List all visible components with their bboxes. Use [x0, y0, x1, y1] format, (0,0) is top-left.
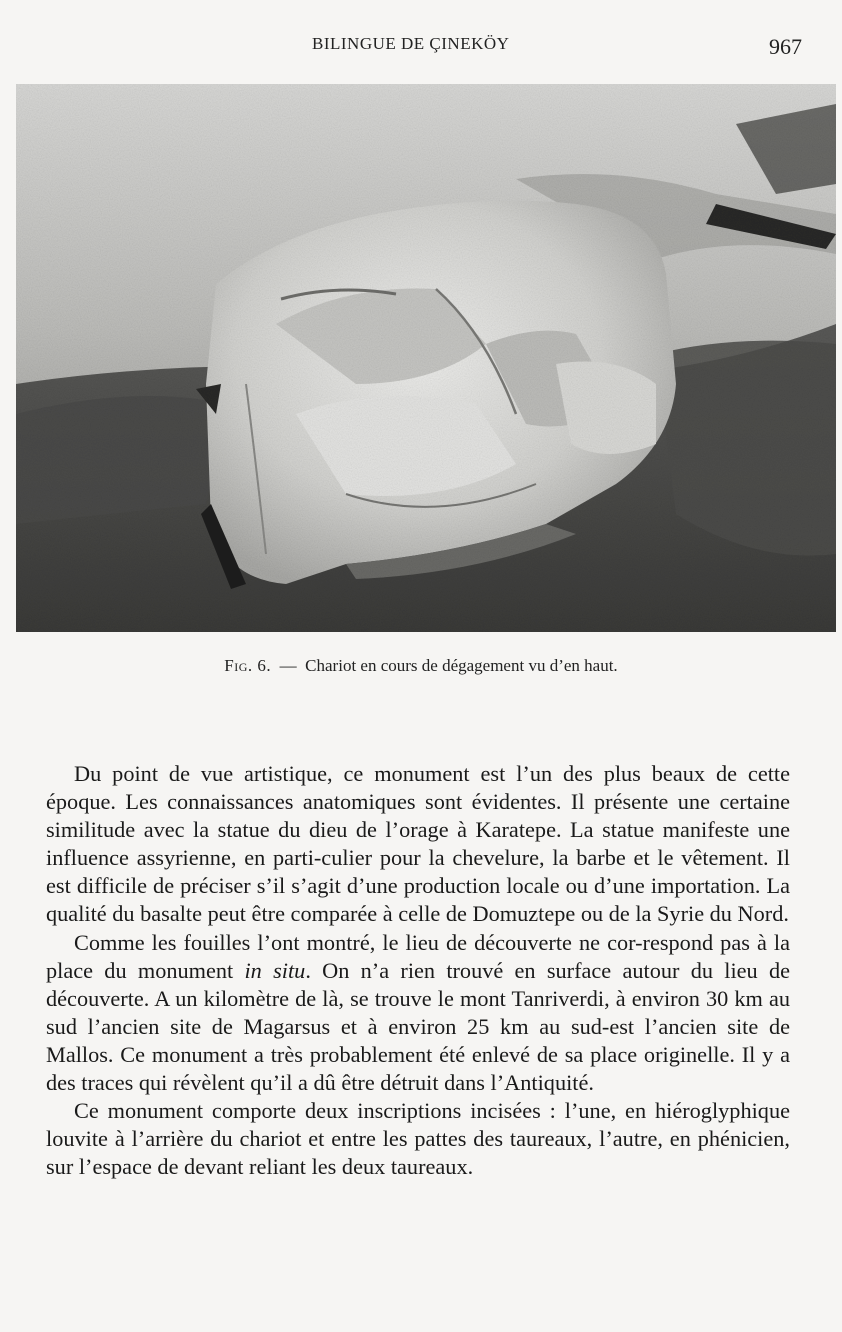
- page-number: 967: [769, 34, 802, 59]
- paragraph-2-part-1: Comme les fouilles l’ont montré, le lieu de découverte ne cor-respond pas à la place du monument: [46, 929, 790, 983]
- paragraph-2: [46, 929, 790, 1098]
- paragraph-1: Du point de vue artistique, ce monument est l’un des plus beaux de cette époque. Les connaissances anatomiques sont évidentes. Il présente une certaine similitude avec la statue du dieu de l’orage à Karatepe. La statue manifeste une influence assyrienne, en parti-culier pour la chevelure, la barbe et le vêtement. Il est difficile de préciser s’il s’agit d’une production locale ou d’une importation. La qualité du basalte peut être comparée à celle de Domuztepe ou de la Syrie du Nord.: [46, 761, 790, 927]
- caption-dash: —: [279, 656, 297, 675]
- photo-illustration: [16, 84, 836, 632]
- caption-text: Chariot en cours de dégagement vu d’en haut.: [305, 656, 618, 675]
- body-text: [46, 760, 790, 1181]
- excavation-photo: [16, 84, 836, 632]
- paragraph-2-part-2: . On n’a rien trouvé en surface autour du lieu de découverte. A un kilomètre de là, se trouve le mont Tanriverdi, à environ 30 km au sud l’ancien site de Magarsus et à environ 25 km au sud-est l’ancien site de Mallos. Ce monument a très probablement été enlevé de sa place originelle. Il y a des traces qui révèlent qu’il a dû être détruit dans l’Antiquité.: [46, 957, 790, 1096]
- figure-caption: [0, 656, 842, 676]
- running-title: BILINGUE DE ÇINEKÖY: [312, 34, 510, 53]
- paragraph-3: Ce monument comporte deux inscriptions incisées : l’une, en hiéroglyphique louvite à l’arrière du chariot et entre les pattes des taureaux, l’autre, en phénicien, sur l’espace de devant reliant les deux taureaux.: [46, 1098, 790, 1180]
- paragraph-2-italic: in situ: [244, 957, 306, 983]
- figure-label: Fig. 6.: [224, 656, 272, 675]
